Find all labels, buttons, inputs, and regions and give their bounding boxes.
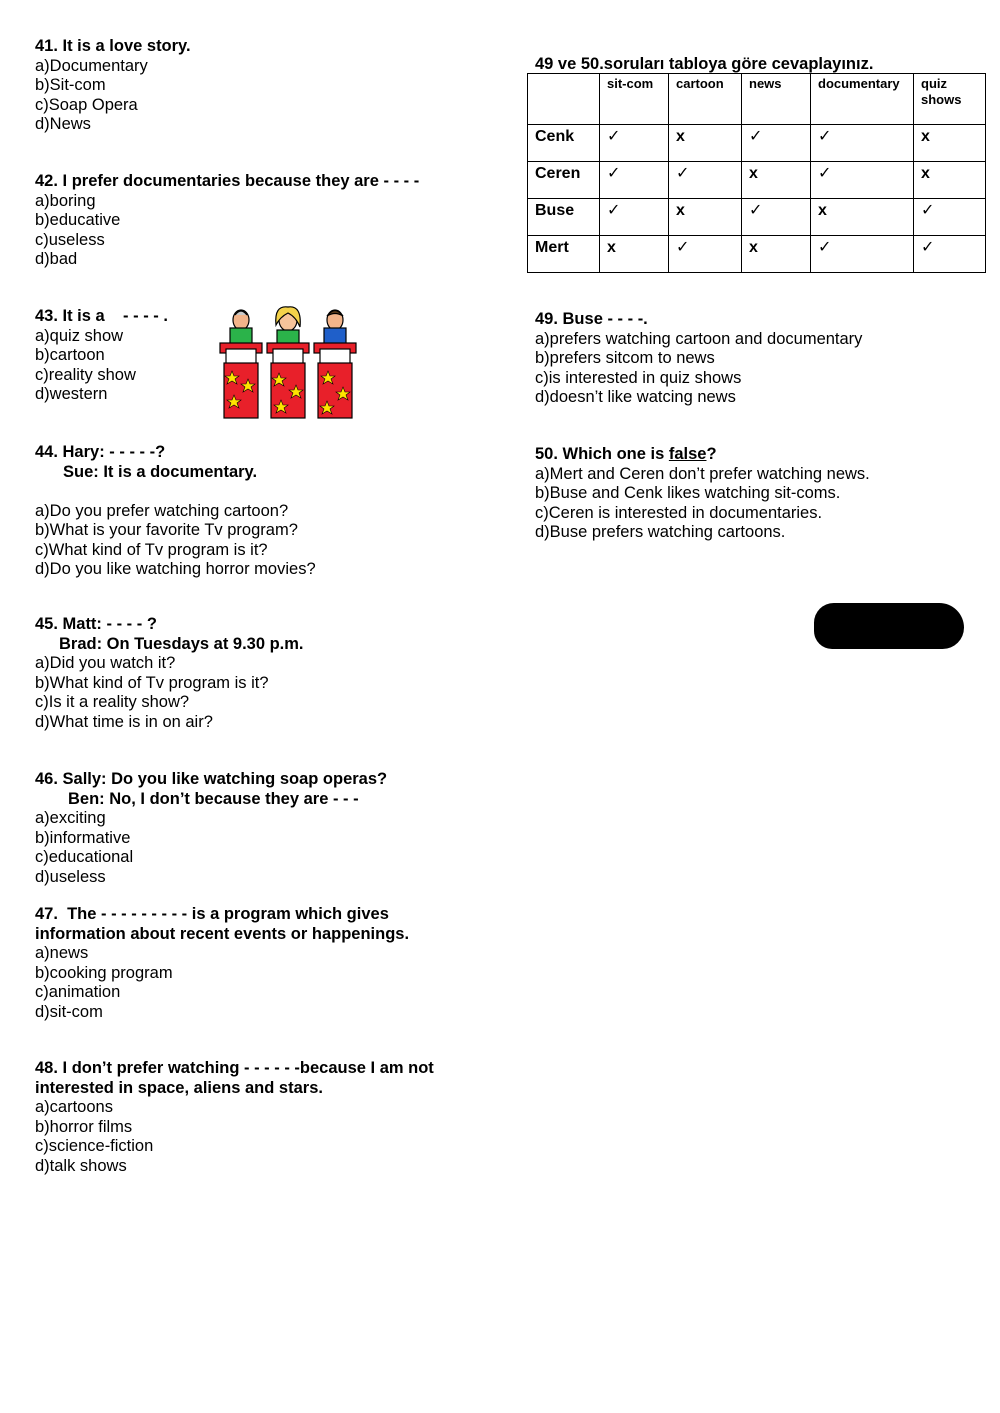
row-name: Cenk — [528, 125, 600, 162]
option-b[interactable]: b)What kind of Tv program is it? — [35, 673, 269, 692]
option-b[interactable]: b)Sit-com — [35, 76, 106, 94]
question-stem-continued: information about recent events or happenings. — [35, 924, 410, 943]
option-b[interactable]: b)prefers sitcom to news — [535, 349, 715, 367]
option-c[interactable]: c)What kind of Tv program is it? — [35, 540, 268, 559]
table-cell: ✓ — [914, 199, 986, 236]
option-d[interactable]: d)News — [35, 115, 91, 133]
column-header: cartoon — [669, 74, 742, 125]
spacer — [35, 482, 505, 502]
stem-underlined-word: false — [668, 445, 707, 463]
quiz-show-illustration — [218, 305, 358, 420]
question-stem: 47. The - - - - - - - - - is a program which gives — [35, 905, 389, 923]
question-47 — [35, 905, 505, 1022]
table-cell: ✓ — [600, 199, 669, 236]
option-d[interactable]: d)doesn’t like watcing news — [535, 388, 736, 406]
option-c[interactable]: c)Soap Opera — [35, 95, 138, 114]
question-41 — [35, 37, 505, 135]
column-header: sit-com — [600, 74, 669, 125]
option-d[interactable]: d)useless — [35, 867, 106, 886]
table-header-row — [528, 74, 986, 125]
preferences-table — [527, 73, 986, 273]
question-stem: 49. Buse - - - -. — [535, 310, 648, 328]
option-c[interactable]: c)educational — [35, 848, 134, 866]
option-a[interactable]: a)Did you watch it? — [35, 654, 176, 672]
column-header: news — [742, 74, 811, 125]
table-row — [528, 162, 986, 199]
option-b[interactable]: b)educative — [35, 211, 121, 229]
question-stem: 48. I don’t prefer watching - - - - - -because I am not — [35, 1059, 434, 1077]
redaction-blot — [814, 603, 964, 649]
question-49 — [535, 310, 975, 408]
table-row — [528, 236, 986, 273]
column-header: quiz shows — [914, 74, 986, 125]
table-title: 49 ve 50.soruları tabloya göre cevaplayınız. — [535, 55, 874, 73]
option-d[interactable]: d)bad — [35, 250, 78, 268]
question-48 — [35, 1059, 505, 1176]
question-stem: 44. Hary: - - - - -? — [35, 443, 166, 461]
question-stem-reply: Ben: No, I don’t because they are - - - — [68, 789, 359, 808]
table-cell: ✓ — [811, 162, 914, 199]
option-d[interactable]: d)western — [35, 385, 108, 403]
option-c[interactable]: c)useless — [35, 230, 105, 249]
option-d[interactable]: d)Do you like watching horror movies? — [35, 560, 316, 578]
table-cell: x — [669, 125, 742, 162]
table-cell: x — [742, 236, 811, 273]
question-43 — [35, 307, 215, 405]
table-cell: ✓ — [811, 236, 914, 273]
quiz-show-podiums-icon — [218, 305, 358, 420]
table-cell: ✓ — [811, 125, 914, 162]
option-b[interactable]: b)What is your favorite Tv program? — [35, 521, 298, 539]
row-name: Mert — [528, 236, 600, 273]
question-stem: 43. It is a - - - - . — [35, 307, 168, 325]
row-name: Ceren — [528, 162, 600, 199]
option-d[interactable]: d)What time is in on air? — [35, 712, 213, 731]
option-a[interactable]: a)Do you prefer watching cartoon? — [35, 501, 289, 520]
table-cell: x — [811, 199, 914, 236]
option-b[interactable]: b)cooking program — [35, 963, 173, 982]
stem-prefix: 50. Which one is — [535, 445, 669, 463]
question-50 — [535, 445, 975, 543]
option-c[interactable]: c)Ceren is interested in documentaries. — [535, 503, 823, 522]
table-cell: x — [742, 162, 811, 199]
table-cell: x — [914, 162, 986, 199]
option-a[interactable]: a)boring — [35, 191, 96, 210]
option-b[interactable]: b)horror films — [35, 1117, 133, 1136]
question-stem: 46. Sally: Do you like watching soap operas? — [35, 770, 388, 788]
option-a[interactable]: a)prefers watching cartoon and documentary — [535, 329, 863, 348]
table-cell: ✓ — [914, 236, 986, 273]
option-d[interactable]: d)sit-com — [35, 1002, 103, 1021]
table-cell: ✓ — [742, 199, 811, 236]
option-d[interactable]: d)talk shows — [35, 1156, 127, 1175]
option-b[interactable]: b)Buse and Cenk likes watching sit-coms. — [535, 484, 841, 502]
question-stem-reply: Brad: On Tuesdays at 9.30 p.m. — [59, 634, 304, 653]
table-cell: ✓ — [600, 162, 669, 199]
question-stem: 41. It is a love story. — [35, 37, 191, 55]
option-b[interactable]: b)informative — [35, 828, 131, 847]
table-cell: x — [914, 125, 986, 162]
option-a[interactable]: a)exciting — [35, 809, 106, 827]
table-cell: ✓ — [669, 162, 742, 199]
table-cell: x — [600, 236, 669, 273]
table-cell: ✓ — [669, 236, 742, 273]
option-a[interactable]: a)cartoons — [35, 1098, 113, 1116]
stem-suffix: ? — [706, 445, 717, 463]
question-stem-reply: Sue: It is a documentary. — [63, 462, 258, 481]
question-46 — [35, 770, 505, 887]
option-a[interactable]: a)Documentary — [35, 56, 148, 75]
option-c[interactable]: c)reality show — [35, 365, 136, 384]
table-row — [528, 199, 986, 236]
table-corner-cell — [528, 74, 600, 125]
question-44 — [35, 443, 505, 580]
option-d[interactable]: d)Buse prefers watching cartoons. — [535, 523, 786, 541]
column-header: documentary — [811, 74, 914, 125]
option-a[interactable]: a)quiz show — [35, 326, 124, 345]
question-45 — [35, 615, 505, 732]
option-c[interactable]: c)is interested in quiz shows — [535, 368, 742, 387]
question-stem: 45. Matt: - - - - ? — [35, 615, 157, 633]
question-stem: 42. I prefer documentaries because they are - - - - — [35, 172, 420, 190]
table-row — [528, 125, 986, 162]
table-cell: ✓ — [742, 125, 811, 162]
option-c[interactable]: c)science-fiction — [35, 1137, 154, 1155]
option-c[interactable]: c)animation — [35, 983, 121, 1001]
option-a[interactable]: a)news — [35, 944, 89, 962]
option-c[interactable]: c)Is it a reality show? — [35, 693, 190, 711]
row-name: Buse — [528, 199, 600, 236]
question-42 — [35, 172, 505, 270]
option-a[interactable]: a)Mert and Ceren don’t prefer watching news. — [535, 464, 870, 483]
question-stem — [535, 445, 975, 465]
table-cell: ✓ — [600, 125, 669, 162]
option-b[interactable]: b)cartoon — [35, 346, 105, 364]
question-stem-continued: interested in space, aliens and stars. — [35, 1078, 323, 1097]
table-cell: x — [669, 199, 742, 236]
